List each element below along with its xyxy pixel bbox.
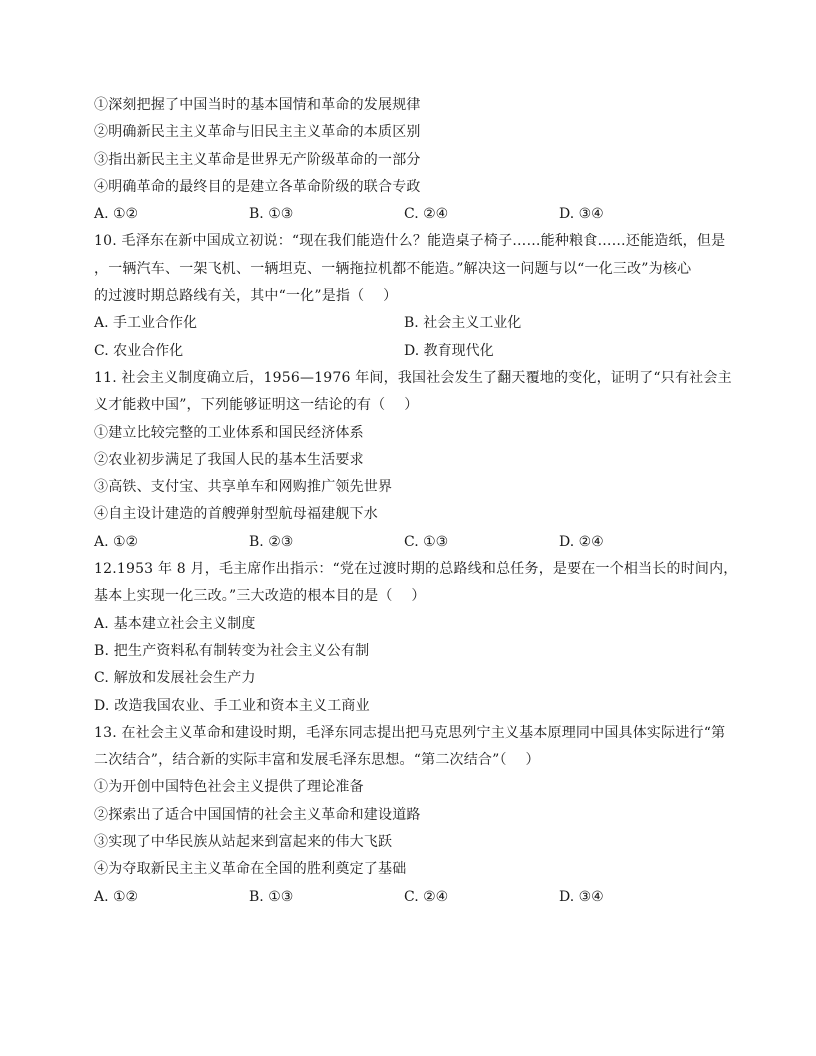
option-a: A. ①② — [94, 533, 139, 550]
answer-options — [94, 201, 724, 228]
option-c: C. 解放和发展社会生产力 — [94, 670, 256, 687]
question-text: 义才能救中国”，下列能够证明这一结论的有（ ） — [94, 397, 419, 414]
question-text: 基本上实现一化三改。”三大改造的根本目的是（ ） — [94, 588, 426, 605]
statement-item: ④为夺取新民主主义革命在全国的胜利奠定了基础 — [94, 861, 407, 878]
statement-item: ②探索出了适合中国国情的社会主义革命和建设道路 — [94, 806, 421, 823]
option-b: B. 把生产资料私有制转变为社会主义公有制 — [94, 642, 370, 659]
option-b: B. ①③ — [249, 888, 294, 905]
statement-item: ①建立比较完整的工业体系和国民经济体系 — [94, 424, 364, 441]
question-text: 10. 毛泽东在新中国成立初说：“现在我们能造什么？能造桌子椅子……能种粮食……还能造纸，但是 — [94, 233, 726, 250]
statement-item: ②明确新民主主义革命与旧民主主义革命的本质区别 — [94, 124, 421, 141]
option-a: A. ①② — [94, 888, 139, 905]
question-10 — [94, 228, 724, 364]
option-c: C. ②④ — [404, 206, 449, 223]
option-c: C. ②④ — [404, 888, 449, 905]
option-d: D. 教育现代化 — [404, 342, 494, 359]
question-text: 13. 在社会主义革命和建设时期，毛泽东同志提出把马克思列宁主义基本原理同中国具体实际进行“第 — [94, 724, 726, 741]
question-text: 二次结合”，结合新的实际丰富和发展毛泽东思想。“第二次结合”（ ） — [94, 752, 540, 769]
option-c: C. 农业合作化 — [94, 342, 184, 359]
document-page — [94, 92, 738, 911]
option-a: A. 手工业合作化 — [94, 315, 198, 332]
option-d: D. ③④ — [559, 888, 604, 905]
question-text: 11. 社会主义制度确立后，1956—1976 年间，我国社会发生了翻天覆地的变化，证明了“只有社会主 — [94, 369, 732, 386]
question-text: 的过渡时期总路线有关，其中“一化”是指（ ） — [94, 288, 398, 305]
statement-item: ②农业初步满足了我国人民的基本生活要求 — [94, 451, 364, 468]
option-d: D. ③④ — [559, 206, 604, 223]
option-d: D. 改造我国农业、手工业和资本主义工商业 — [94, 697, 370, 714]
option-b: B. 社会主义工业化 — [404, 315, 522, 332]
statement-item: ④明确革命的最终目的是建立各革命阶级的联合专政 — [94, 178, 421, 195]
answer-options — [94, 529, 724, 556]
statement-item: ③高铁、支付宝、共享单车和网购推广领先世界 — [94, 479, 393, 496]
question-text: ，一辆汽车、一架飞机、一辆坦克、一辆拖拉机都不能造。”解决这一问题与以“一化三改”为核心 — [94, 260, 692, 277]
statement-item: ①深刻把握了中国当时的基本国情和革命的发展规律 — [94, 97, 421, 113]
answer-options — [94, 884, 724, 911]
statement-item: ④自主设计建造的首艘弹射型航母福建舰下水 — [94, 506, 378, 523]
question-text: 12.1953 年 8 月，毛主席作出指示：“党在过渡时期的总路线和总任务，是要在一个相当长的时间内， — [94, 561, 738, 578]
option-a: A. ①② — [94, 206, 139, 223]
statement-item: ①为开创中国特色社会主义提供了理论准备 — [94, 779, 364, 796]
question-9 — [94, 92, 724, 228]
statement-item: ③实现了中华民族从站起来到富起来的伟大飞跃 — [94, 834, 393, 851]
option-d: D. ②④ — [559, 533, 604, 550]
question-13 — [94, 720, 724, 911]
option-b: B. ①③ — [249, 206, 294, 223]
option-c: C. ①③ — [404, 533, 449, 550]
question-11 — [94, 365, 732, 556]
answer-options-row-1 — [94, 310, 724, 337]
question-12 — [94, 556, 738, 720]
option-b: B. ②③ — [249, 533, 294, 550]
statement-item: ③指出新民主主义革命是世界无产阶级革命的一部分 — [94, 151, 421, 168]
option-a: A. 基本建立社会主义制度 — [94, 615, 256, 632]
answer-options-row-2 — [94, 338, 724, 365]
